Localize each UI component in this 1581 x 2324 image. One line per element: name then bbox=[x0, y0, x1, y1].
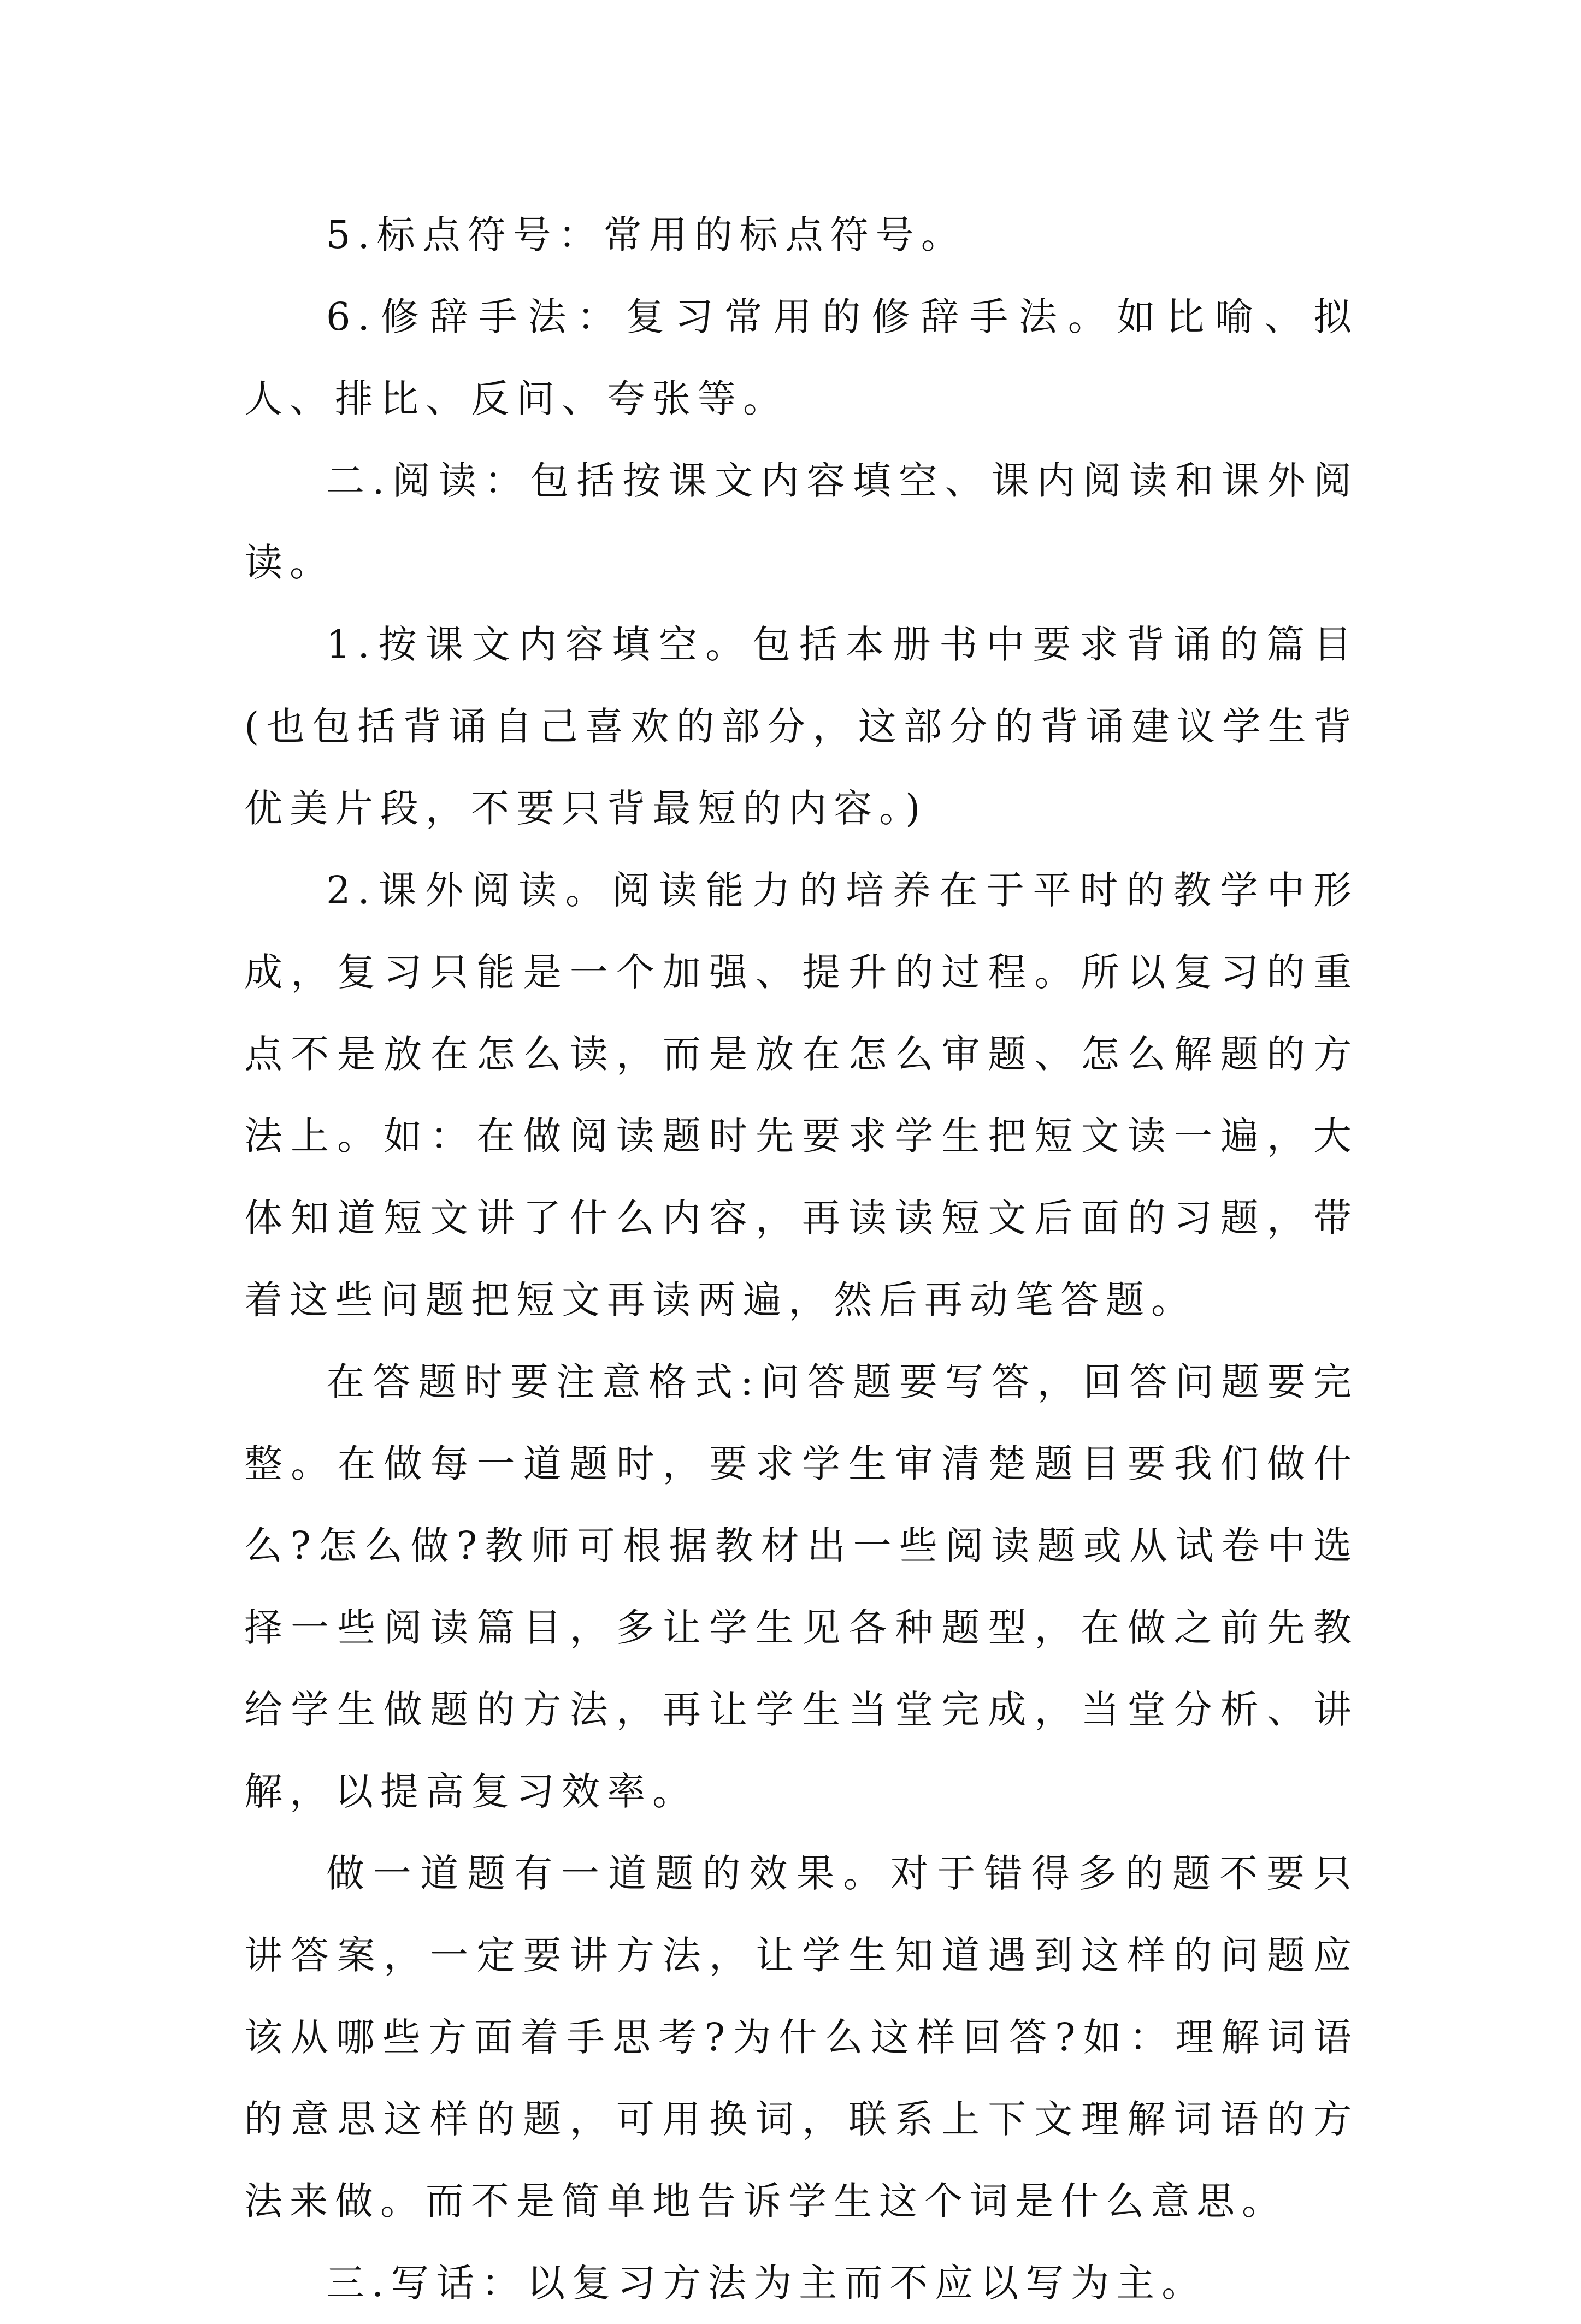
paragraph-extracurricular-reading: 2.课外阅读。阅读能力的培养在于平时的教学中形成，复习只能是一个加强、提升的过程。所以复习的重点不是放在怎么读，而是放在怎么审题、怎么解题的方法上。如：在做阅读题时先要求学生把短文读一遍，大体知道短文讲了什么内容，再读读短文后面的习题，带着这些问题把短文再读两遍，然后再动笔答题。 bbox=[244, 868, 1359, 1322]
paragraph-question-effect: 做一道题有一道题的效果。对于错得多的题不要只讲答案，一定要讲方法，让学生知道遇到这样的问题应该从哪些方面着手思考?为什么这样回答?如：理解词语的意思这样的题，可用换词，联系上下文理解词语的方法来做。而不是简单地告诉学生这个词是什么意思。 bbox=[244, 1851, 1359, 2224]
paragraph-answer-format: 在答题时要注意格式:问答题要写答，回答问题要完整。在做每一道题时，要求学生审清楚题目要我们做什么?怎么做?教师可根据教材出一些阅读题或从试卷中选择一些阅读篇目，多让学生见各种题型，在做之前先教给学生做题的方法，再让学生当堂完成，当堂分析、讲解，以提高复习效率。 bbox=[244, 1359, 1359, 1814]
paragraph-reading-heading: 二.阅读：包括按课文内容填空、课内阅读和课外阅读。 bbox=[244, 458, 1359, 585]
paragraph-writing-heading: 三.写话：以复习方法为主而不应以写为主。 bbox=[326, 2261, 1207, 2305]
paragraph-rhetoric: 6.修辞手法：复习常用的修辞手法。如比喻、拟人、排比、反问、夸张等。 bbox=[244, 294, 1359, 421]
paragraph-punctuation: 5.标点符号：常用的标点符号。 bbox=[326, 212, 966, 257]
body-text bbox=[244, 194, 1359, 2324]
paragraph-fill-in-blanks: 1.按课文内容填空。包括本册书中要求背诵的篇目(也包括背诵自己喜欢的部分，这部分的背诵建议学生背优美片段，不要只背最短的内容。) bbox=[244, 622, 1359, 831]
